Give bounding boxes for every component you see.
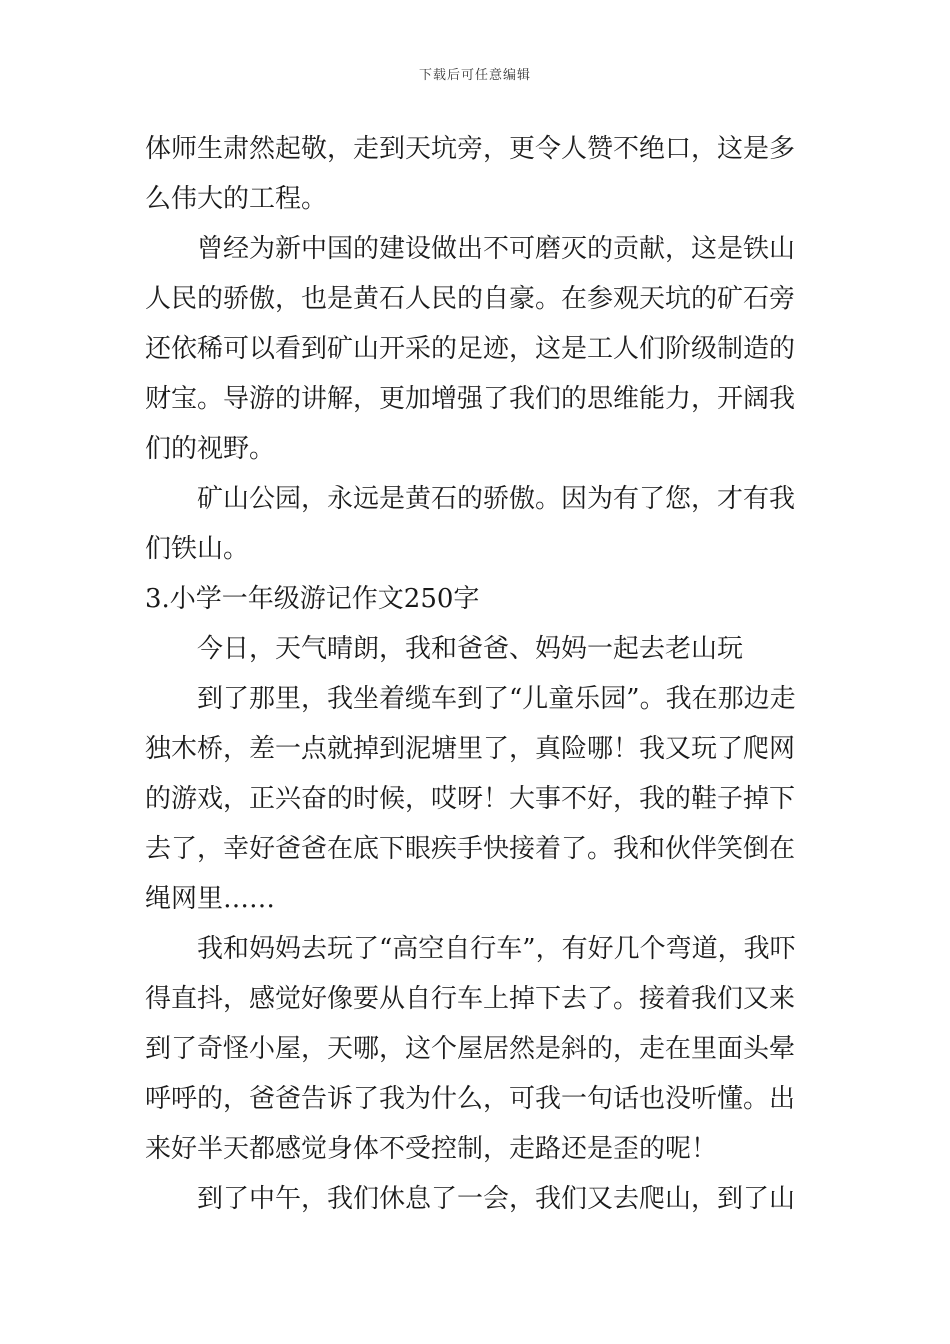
page-header: 下载后可任意编辑 [418, 68, 531, 83]
paragraph-continued: 体师生肃然起敬，走到天坑旁，更令人赞不绝口，这是多么伟大的工程。 [145, 134, 796, 214]
paragraph: 到了那里，我坐着缆车到了“儿童乐园”。我在那边走独木桥，差一点就掉到泥塘里了，真险哪！我又玩了爬网的游戏，正兴奋的时候，哎呀！大事不好，我的鞋子掉下去了，幸好爸爸在底下眼疾手快接着了。我和伙伴笑倒在绳网里…… [145, 684, 796, 914]
paragraph: 曾经为新中国的建设做出不可磨灭的贡献，这是铁山人民的骄傲，也是黄石人民的自豪。在参观天坑的矿石旁还依稀可以看到矿山开采的足迹，这是工人们阶级制造的财宝。导游的讲解，更加增强了我们的思维能力，开阔我们的视野。 [145, 234, 796, 464]
paragraph: 我和妈妈去玩了“高空自行车”，有好几个弯道，我吓得直抖，感觉好像要从自行车上掉下去了。接着我们又来到了奇怪小屋，天哪，这个屋居然是斜的，走在里面头晕呼呼的，爸爸告诉了我为什么，可我一句话也没听懂。出来好半天都感觉身体不受控制，走路还是歪的呢！ [145, 934, 796, 1164]
paragraph: 今日，天气晴朗，我和爸爸、妈妈一起去老山玩 [197, 634, 744, 664]
paragraph: 矿山公园，永远是黄石的骄傲。因为有了您，才有我们铁山。 [145, 484, 796, 564]
paragraph: 到了中午，我们休息了一会，我们又去爬山，到了山 [197, 1184, 796, 1214]
document-body [145, 124, 813, 1224]
section-heading: 3.小学一年级游记作文250字 [145, 584, 480, 614]
